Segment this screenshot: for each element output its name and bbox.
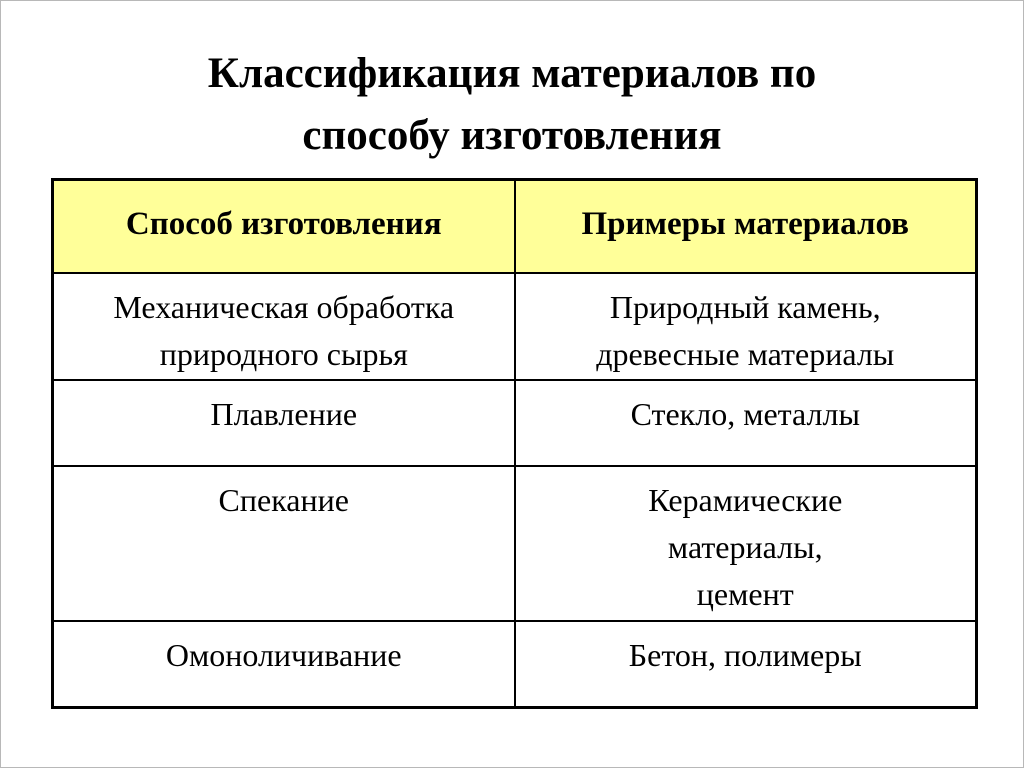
table-row xyxy=(53,621,977,708)
table-row xyxy=(53,273,977,380)
cell-line: природного сырья xyxy=(159,336,408,372)
cell-line: материалы, xyxy=(667,529,823,565)
method-cell xyxy=(53,380,515,466)
cell-line: Механическая обработка xyxy=(113,289,455,325)
header-examples: Примеры материалов xyxy=(515,180,977,274)
cell-line: Омоноличивание xyxy=(165,637,402,673)
examples-cell xyxy=(515,466,977,621)
cell-line: Стекло, металлы xyxy=(630,396,860,432)
classification-table xyxy=(51,178,978,709)
method-cell xyxy=(53,621,515,708)
cell-line: Керамические xyxy=(648,482,843,518)
title-line-1: Классификация материалов по xyxy=(207,50,817,97)
examples-cell xyxy=(515,380,977,466)
cell-line: Природный камень, xyxy=(609,289,881,325)
slide-title xyxy=(1,43,1023,167)
cell-line: Бетон, полимеры xyxy=(628,637,862,673)
table-row xyxy=(53,380,977,466)
method-cell xyxy=(53,466,515,621)
method-cell xyxy=(53,273,515,380)
table-header-row xyxy=(53,180,977,274)
cell-line: цемент xyxy=(696,576,794,612)
table-row xyxy=(53,466,977,621)
examples-cell xyxy=(515,621,977,708)
cell-line: древесные материалы xyxy=(596,336,895,372)
cell-line: Спекание xyxy=(218,482,349,518)
title-line-2: способу изготовления xyxy=(302,112,722,159)
cell-line: Плавление xyxy=(210,396,358,432)
header-method: Способ изготовления xyxy=(53,180,515,274)
examples-cell xyxy=(515,273,977,380)
